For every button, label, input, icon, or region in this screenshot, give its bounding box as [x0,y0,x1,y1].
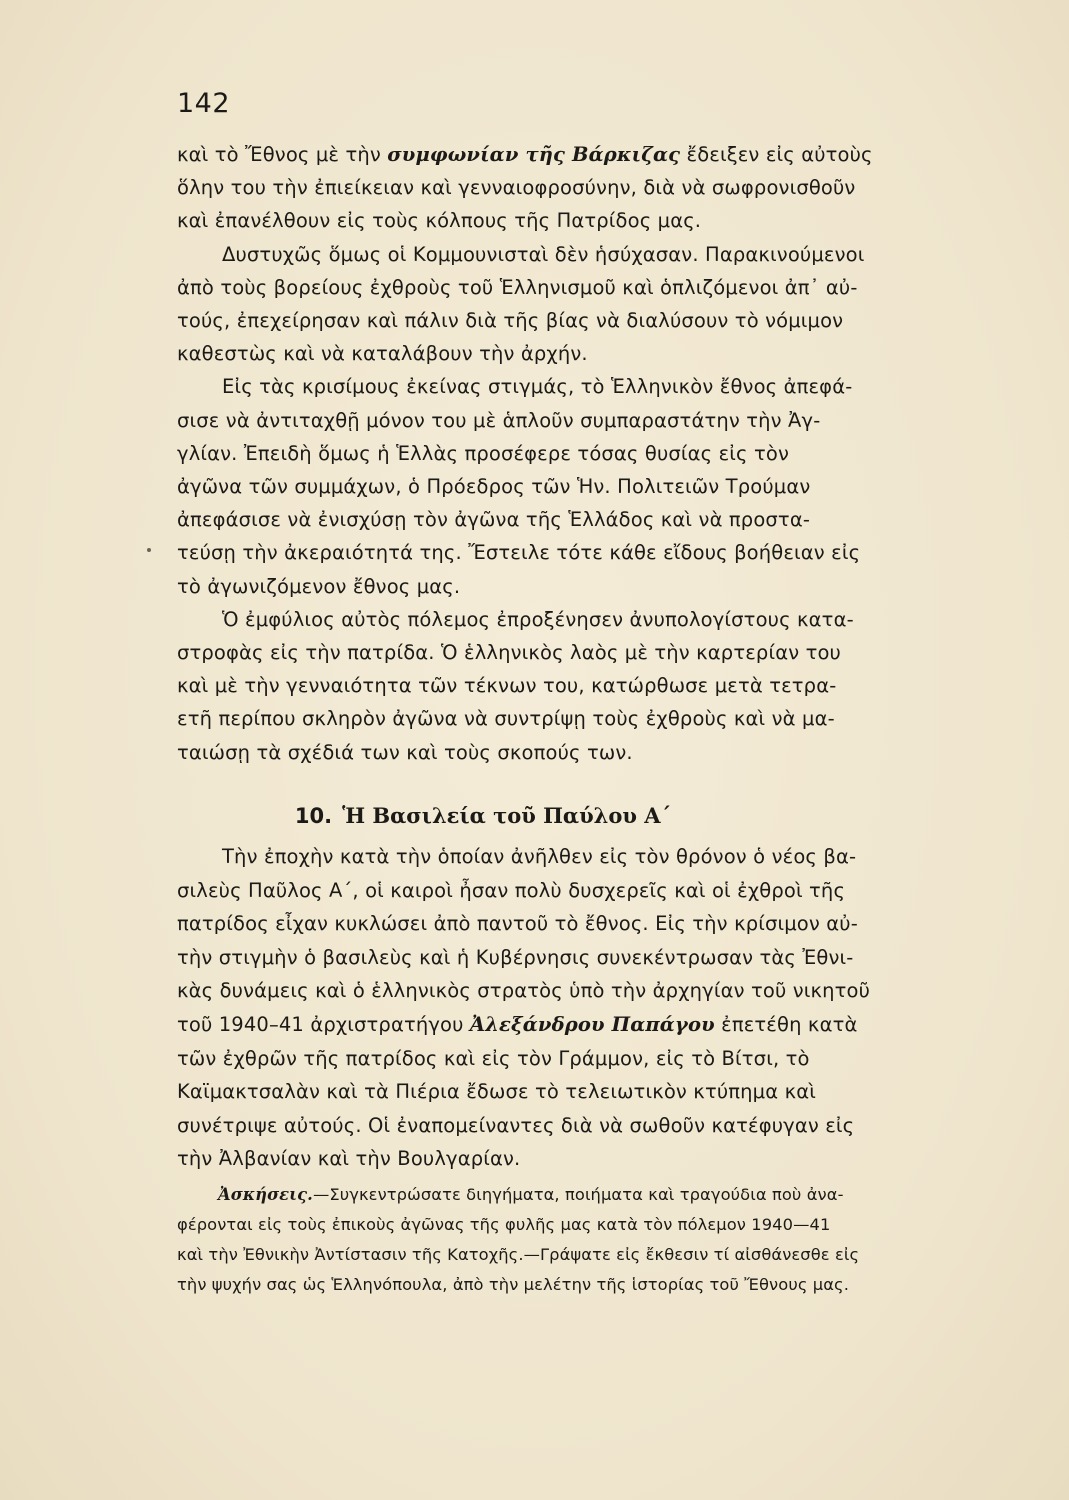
exercise-line [218,1182,844,1208]
exercise-line: τὴν ψυχήν σας ὡς Ἑλληνόπουλα, ἀπὸ τὴν μελέτην τῆς ἱστορίας τοῦ Ἔθνους μας. [177,1275,849,1294]
body-line: τούς, ἐπεχείρησαν καὶ πάλιν διὰ τῆς βίας νὰ διαλύσουν τὸ νόμιμον [177,309,844,332]
section-line: τὴν στιγμὴν ὁ βασιλεὺς καὶ ἡ Κυβέρνησις συνεκέντρωσαν τὰς Ἐθνι- [177,945,854,969]
exercise-text: —Συγκεντρώσατε διηγήματα, ποιήματα καὶ τραγούδια ποὺ ἀνα- [312,1185,844,1204]
section-line [177,1010,858,1040]
line-text: ἐπετέθη κατὰ [714,1013,858,1036]
emphasized-text: συμφωνίαν τῆς Βάρκιζας [387,143,681,166]
body-line: στροφὰς εἰς τὴν πατρίδα. Ὁ ἑλληνικὸς λαὸς μὲ τὴν καρτερίαν του [177,641,841,664]
line-text: τοῦ 1940–41 ἀρχιστρατήγου [177,1013,470,1036]
section-line: συνέτριψε αὐτούς. Οἱ ἐναπομείναντες διὰ νὰ σωθοῦν κατέφυγαν εἰς [177,1113,855,1137]
exercises-label: Ἀσκήσεις. [218,1185,313,1204]
body-line: Δυστυχῶς ὅμως οἱ Κομμουνισταὶ δὲν ἡσύχασαν. Παρακινούμενοι [222,242,865,266]
section-line: σιλεὺς Παῦλος Α΄, οἱ καιροὶ ἦσαν πολὺ δυσχερεῖς καὶ οἱ ἐχθροὶ τῆς [177,878,846,902]
section-number: 10. [294,804,333,828]
body-line: Εἰς τὰς κρισίμους ἐκείνας στιγμάς, τὸ Ἑλληνικὸν ἔθνος ἀπεφά- [222,375,853,399]
section-line: τὴν Ἀλβανίαν καὶ τὴν Βουλγαρίαν. [177,1147,521,1171]
body-line [177,140,873,170]
section-line: Τὴν ἐποχὴν κατὰ τὴν ὁποίαν ἀνῆλθεν εἰς τὸν θρόνον ὁ νέος βα- [222,845,857,868]
body-line: Ὁ ἐμφύλιος αὐτὸς πόλεμος ἐπροξένησεν ἀνυπολογίστους κατα- [222,607,854,631]
section-line: Καϊμακτσαλὰν καὶ τὰ Πιέρια ἔδωσε τὸ τελειωτικὸν κτύπημα καὶ [177,1080,816,1104]
section-line: πατρίδος εἶχαν κυκλώσει ἀπὸ παντοῦ τὸ ἔθνος. Εἰς τὴν κρίσιμον αὐ- [177,912,858,936]
body-line: ἀπὸ τοὺς βορείους ἐχθροὺς τοῦ Ἑλληνισμοῦ καὶ ὁπλιζόμενοι ἀπ᾿ αὐ- [177,275,858,299]
section-heading [177,798,789,834]
body-line: τὸ ἀγωνιζόμενον ἔθνος μας. [177,574,461,598]
body-line: γλίαν. Ἐπειδὴ ὅμως ἡ Ἑλλὰς προσέφερε τόσας θυσίας εἰς τὸν [177,441,789,465]
body-line: τεύσῃ τὴν ἀκεραιότητά της. Ἔστειλε τότε κάθε εἴδους βοήθειαν εἰς [177,541,861,565]
line-text: ἔδειξεν εἰς αὐτοὺς [680,143,873,166]
section-title: Ἡ Βασιλεία τοῦ Παύλου Α΄ [342,803,672,828]
body-line: σισε νὰ ἀντιταχθῇ μόνον του μὲ ἁπλοῦν συμπαραστάτην τὴν Ἀγ- [177,408,821,432]
line-text: καὶ τὸ Ἔθνος μὲ τὴν [177,143,388,166]
body-line: ἀγῶνα τῶν συμμάχων, ὁ Πρόεδρος τῶν Ἡν. Πολιτειῶν Τρούμαν [177,475,811,498]
page-number: 142 [177,88,231,119]
body-line: ἀπεφάσισε νὰ ἐνισχύσῃ τὸν ἀγῶνα τῆς Ἑλλάδος καὶ νὰ προστα- [177,508,811,532]
body-line: ετῆ περίπου σκληρὸν ἀγῶνα νὰ συντρίψῃ τοὺς ἐχθροὺς καὶ νὰ μα- [177,707,835,731]
exercise-line: φέρονται εἰς τοὺς ἐπικοὺς ἀγῶνας τῆς φυλῆς μας κατὰ τὸν πόλεμον 1940—41 [177,1215,831,1234]
body-line: καὶ μὲ τὴν γενναιότητα τῶν τέκνων του, κατώρθωσε μετὰ τετρα- [177,674,837,698]
body-line: ταιώσῃ τὰ σχέδιά των καὶ τοὺς σκοπούς των. [177,740,633,764]
body-line: καθεστὼς καὶ νὰ καταλάβουν τὴν ἀρχήν. [177,342,588,366]
section-line: κὰς δυνάμεις καὶ ὁ ἑλληνικὸς στρατὸς ὑπὸ τὴν ἀρχηγίαν τοῦ νικητοῦ [177,979,871,1003]
emphasized-text: Ἀλεξάνδρου Παπάγου [469,1013,715,1036]
body-line: καὶ ἐπανέλθουν εἰς τοὺς κόλπους τῆς Πατρίδος μας. [177,209,702,233]
paper-speck [147,548,151,552]
body-line: ὅλην του τὴν ἐπιείκειαν καὶ γενναιοφροσύνην, διὰ νὰ σωφρονισθοῦν [177,176,856,200]
section-line: τῶν ἐχθρῶν τῆς πατρίδος καὶ εἰς τὸν Γράμμον, εἰς τὸ Βίτσι, τὸ [177,1046,810,1070]
exercise-line: καὶ τὴν Ἐθνικὴν Ἀντίστασιν τῆς Κατοχῆς.—Γράψατε εἰς ἔκθεσιν τί αἰσθάνεσθε εἰς [177,1245,860,1264]
